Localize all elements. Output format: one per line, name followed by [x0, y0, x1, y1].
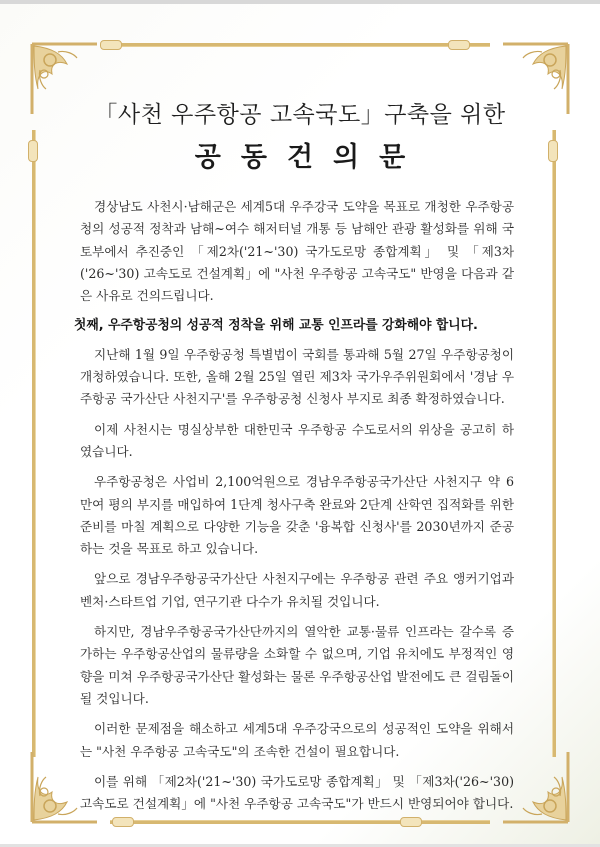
ornament-knob-icon [100, 40, 122, 50]
frame-line-left [32, 130, 36, 757]
paragraph: 우주항공청은 사업비 2,100억원으로 경남우주항공국가산단 사천지구 약 6만여 평의 부지를 매입하여 1단계 청사구축 완료와 2단계 산학연 집적화를 위한 준비를 마칠 계획으로 다양한 기능을 갖춘 '융복합 신청사'를 2030년까지 준공하는 것을 목표로 하고 있습니다. [80, 474, 514, 557]
document-body [74, 196, 514, 823]
section-heading: 첫째, 우주항공청의 성공적 정착을 위해 교통 인프라를 강화해야 합니다. [74, 318, 478, 334]
paragraph: 하지만, 경남우주항공국가산단까지의 열악한 교통·물류 인프라는 갈수록 증가하는 우주항공산업의 물류량을 소화할 수 없으며, 기업 유치에도 부정적인 영향을 미쳐 우주항공국가산단 활성화는 물론 우주항공산업 발전에도 큰 걸림돌이 될 것입니다. [80, 624, 514, 706]
paragraph-intro: 경상남도 사천시·남해군은 세계5대 우주강국 도약을 목표로 개청한 우주항공청의 성공적 정착과 남해~여수 해저터널 개통 등 남해안 관광 활성화를 위해 국토부에서 추진중인 「제2차('21~'30) 국가도로망 종합계획」 및 「제3차('26~'30) 고속도로 건설계획」에 "사천 우주항공 고속국도" 반영을 다음과 같은 사유로 건의드립니다. [80, 199, 514, 304]
document-subtitle: 「사천 우주항공 고속국도」구축을 위한 [94, 102, 506, 128]
frame-line-top [110, 43, 490, 47]
paragraph: 이러한 문제점을 해소하고 세계5대 우주강국으로의 성공적인 도약을 위해서는 "사천 우주항공 고속국도"의 조속한 건설이 필요합니다. [80, 721, 514, 759]
paragraph: 지난해 1월 9일 우주항공청 특별법이 국회를 통과해 5월 27일 우주항공청이 개청하였습니다. 또한, 올해 2월 25일 열린 제3차 국가우주위원회에서 '경남 우주항공 국가산단 사천지구'를 우주항공청 신청사 부지로 최종 확정하였습니다. [80, 346, 514, 407]
paragraph: 이제 사천시는 명실상부한 대한민국 우주항공 수도로서의 위상을 공고히 하였습니다. [80, 421, 514, 459]
ornament-knob-icon [448, 40, 470, 50]
paragraph: 앞으로 경남우주항공국가산단 사천지구에는 우주항공 관련 주요 앵커기업과 벤처·스타트업 기업, 연구기관 다수가 유치될 것입니다. [80, 571, 514, 609]
frame-line-right [552, 130, 556, 757]
paragraph-closing: 이를 위해 「제2차('21~'30) 국가도로망 종합계획」 및 「제3차('26~'30) 고속도로 건설계획」에 "사천 우주항공 고속국도"가 반드시 반영되어야 합니다. [80, 773, 514, 812]
document-title: 공동건의문 [194, 142, 426, 173]
